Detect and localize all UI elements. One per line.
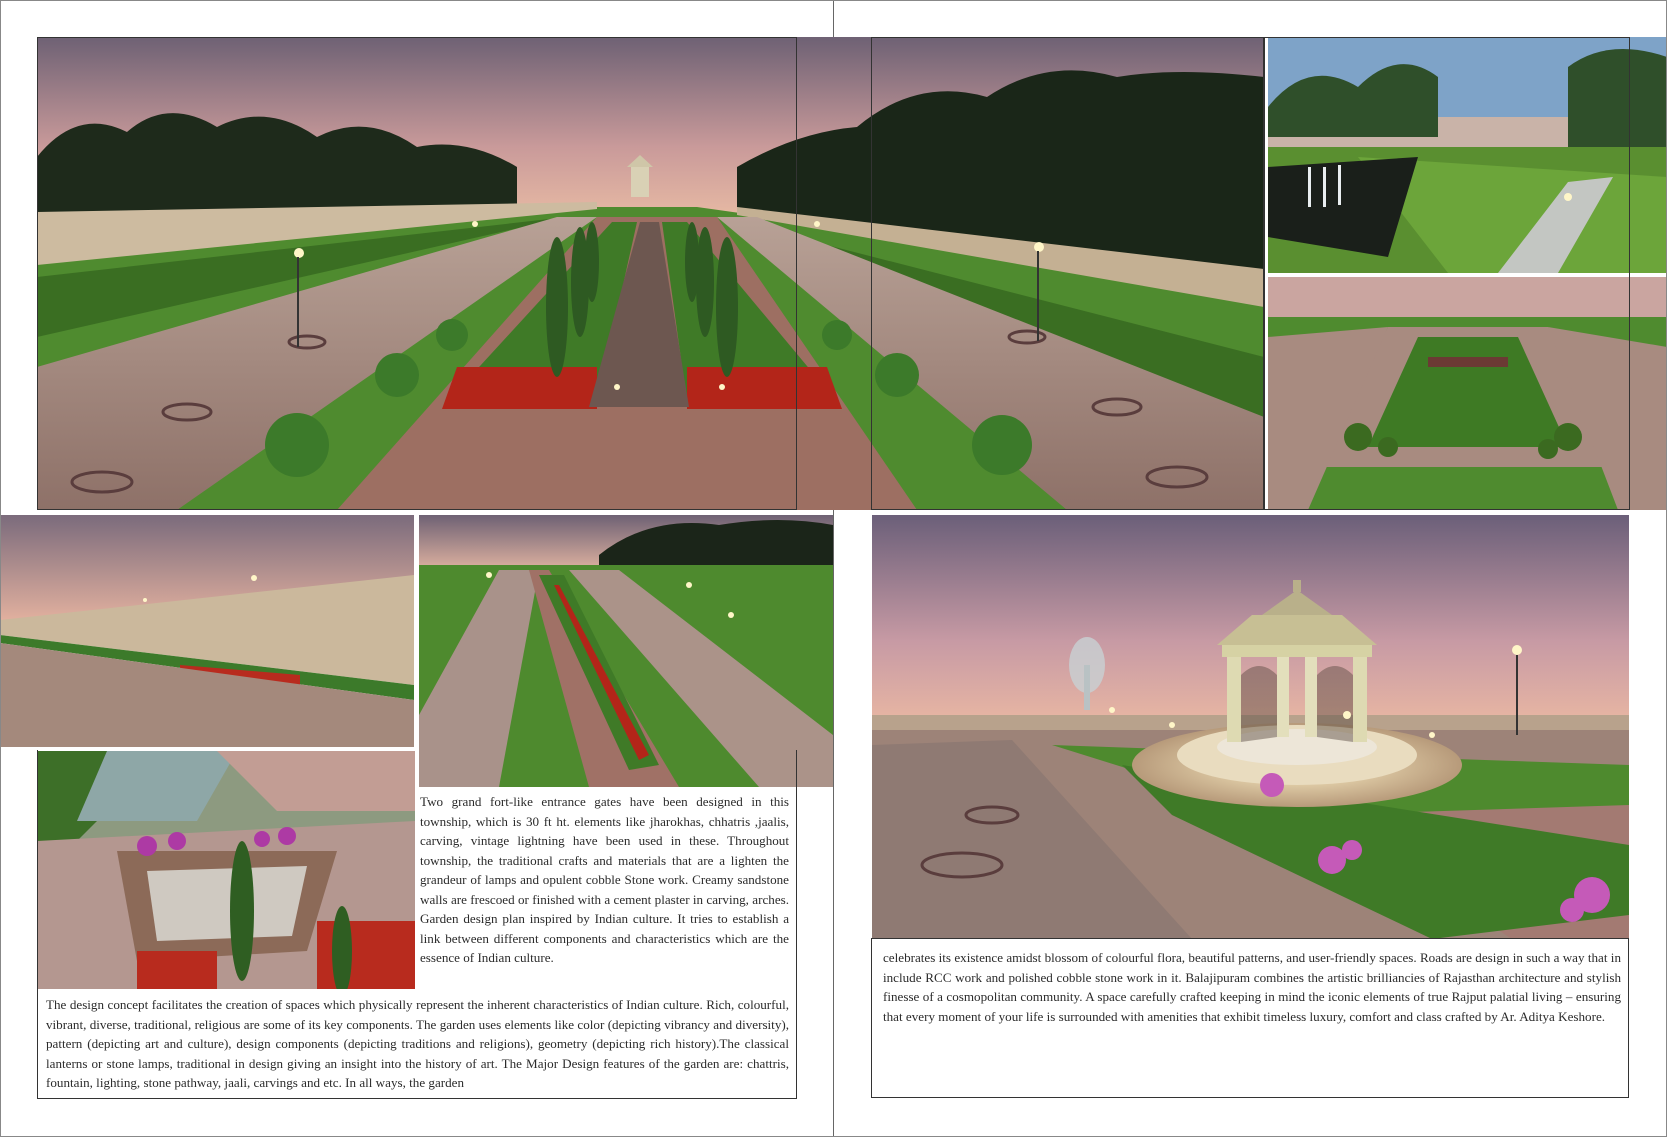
continuation-paragraph: celebrates its existence amidst blossom of colourful flora, beautiful patterns, and user-friendly spaces. Roads are design in such a way that in include RCC work and polished cobble stone work in it. Balajipuram combines the artistic brilliancies of Rajasthan architecture and stylish finesse of a cosmopolitan community. A space carefully crafted keeping in mind the iconic elements of true Rajput palatial living – ensuring that every moment of your life is surrounded with amenities that exhibit timeless luxury, comfort and class crafted by Ar. Aditya Keshore. <box>883 950 1621 1024</box>
concept-paragraph: The design concept facilitates the creation of spaces which physically represent the inherent characteristics of Indian culture. Rich, colourful, vibrant, diverse, traditional, religious are some of its key components. The garden uses elements like color (depicting vibrancy and diversity), pattern (depicting art and culture), design components (depicting traditions and religions), geometry (depicting rich history).The classical lanterns or stone lamps, traditional in design giving an insight into the history of art. The Major Design features of the garden are: chattris, fountain, lighting, stone pathway, jaali, carvings and etc. In all ways, the garden <box>46 997 789 1090</box>
intro-paragraph: Two grand fort-like entrance gates have been designed in this township, which is 30 ft ht. elements like jharokhas, chhatris ,jaalis, carving, vintage lightning have been used in these. Throughout township, the traditional crafts and materials that are a lighten the grandeur of lamps and opulent cobble Stone work. Creamy sandstone walls are frescoed or finished with a cement plaster in carving, arches. Garden design plan inspired by Indian culture. It tries to establish a link between different components and characteristics which are the essence of Indian culture. <box>420 794 789 965</box>
